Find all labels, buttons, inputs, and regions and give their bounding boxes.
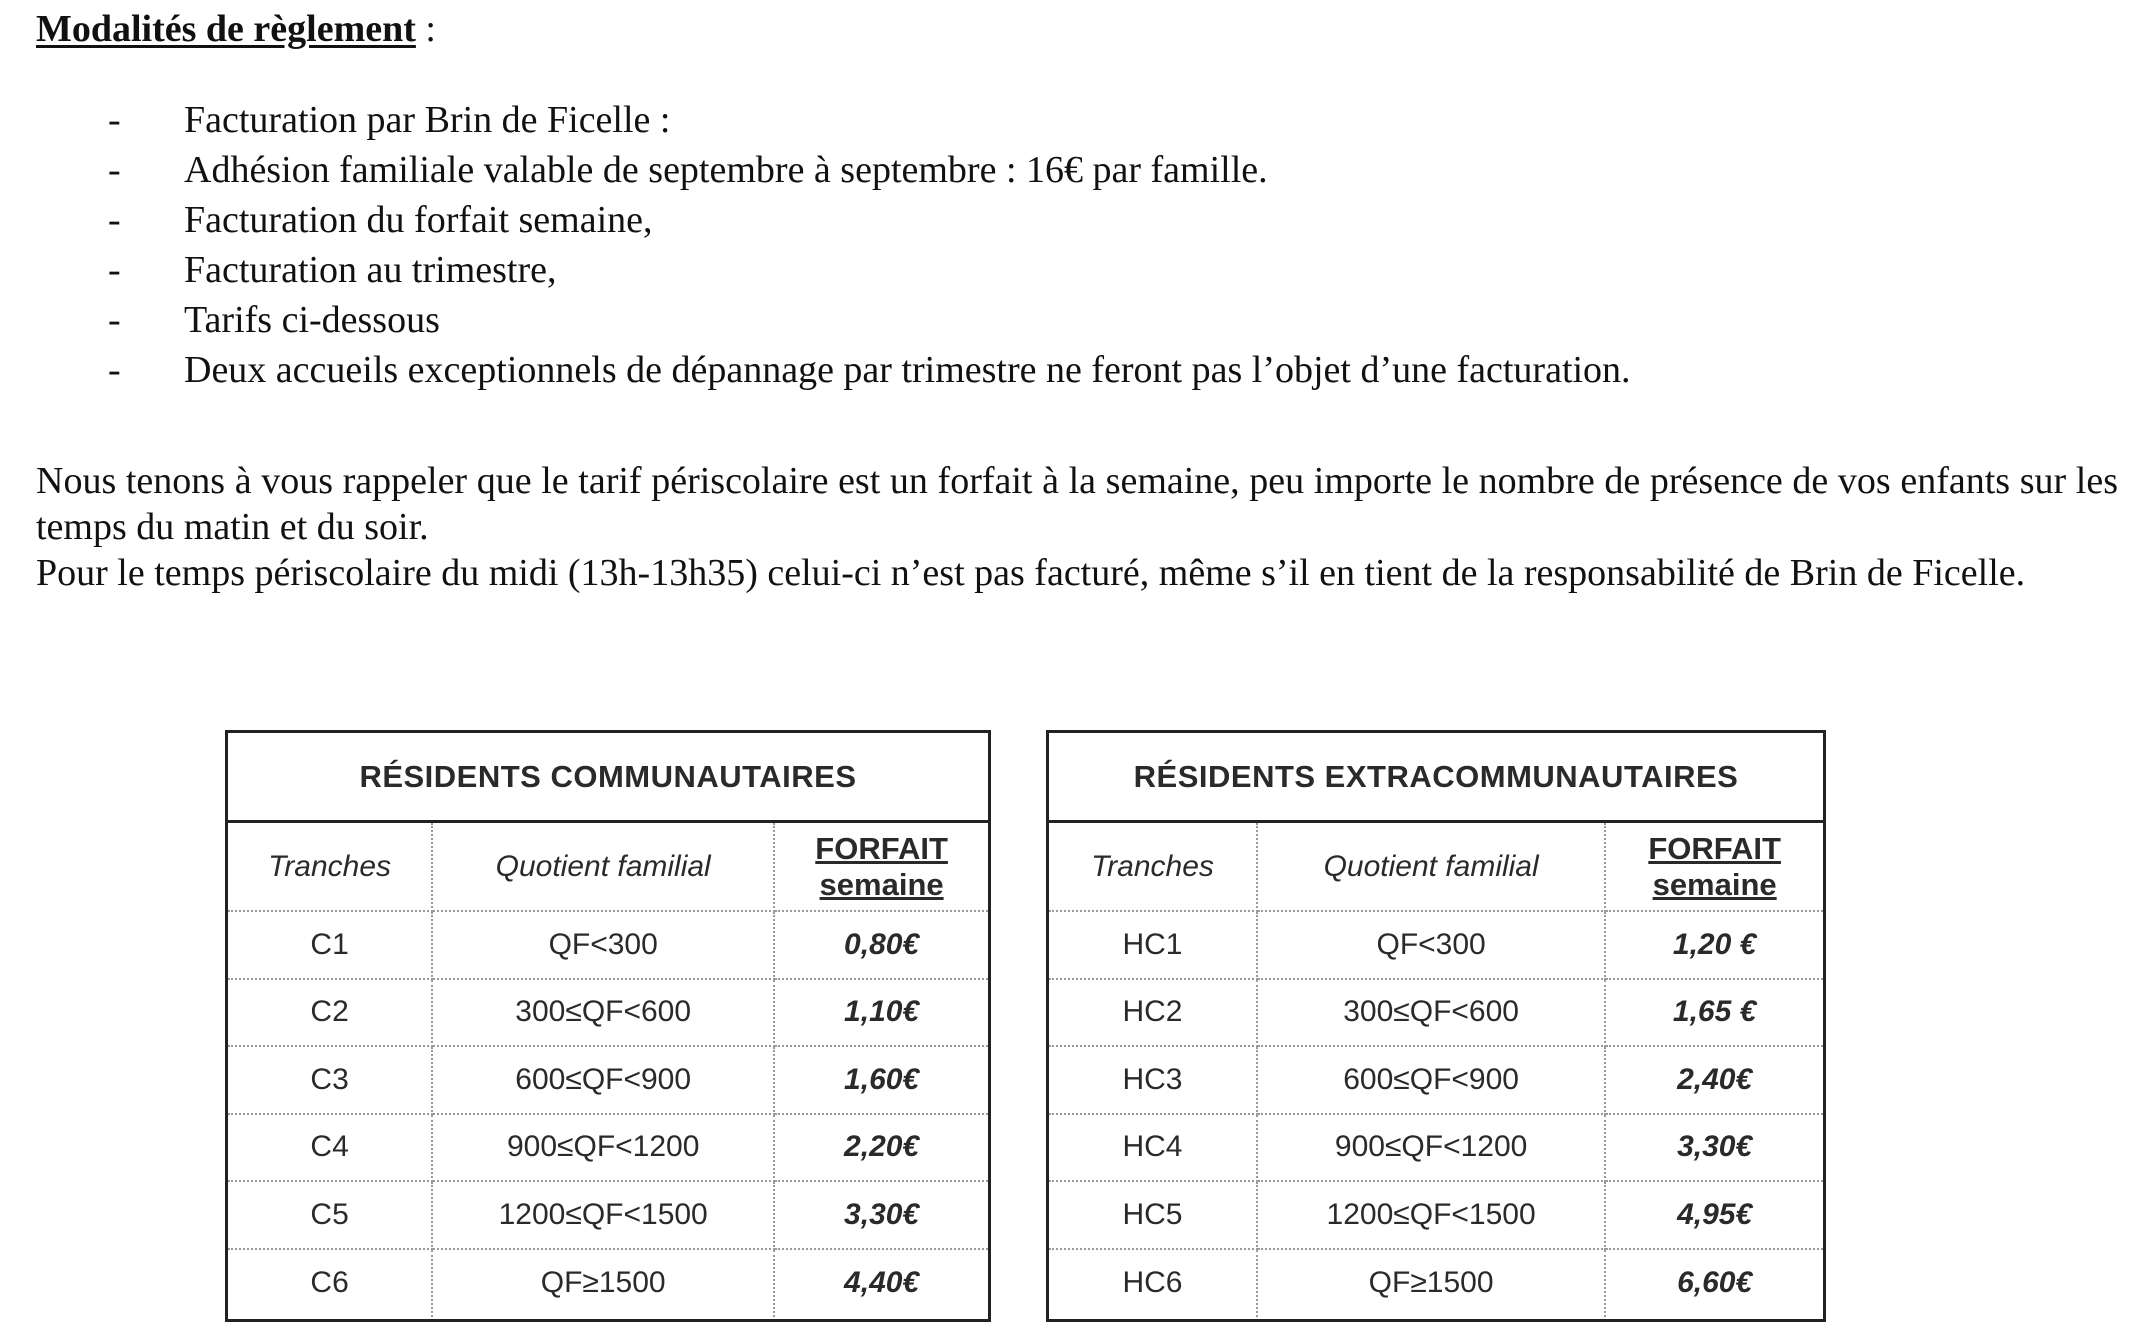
column-header-tranches: Tranches [228, 823, 433, 912]
cell-quotient: QF<300 [1258, 912, 1606, 980]
cell-forfait: 4,95€ [1606, 1182, 1823, 1250]
cell-forfait: 4,40€ [844, 1266, 920, 1300]
table-title: RÉSIDENTS COMMUNAUTAIRES [228, 733, 988, 823]
cell-quotient: QF<300 [433, 912, 775, 980]
table-grid [1049, 823, 1823, 1317]
list-dash: - [108, 299, 121, 341]
cell-tranche: C5 [228, 1182, 433, 1250]
cell-forfait: 3,30€ [775, 1182, 988, 1250]
paragraph-forfait-reminder: Nous tenons à vous rappeler que le tarif périscolaire est un forfait à la semaine, peu importe le nombre de présence de vos enfants sur les temps du matin et du soir. [36, 460, 2118, 548]
list-item-text: Deux accueils exceptionnels de dépannage par trimestre ne feront pas l’objet d’une facturation. [184, 349, 1631, 391]
cell-forfait: 1,20 € [1606, 912, 1823, 980]
cell-quotient: 600≤QF<900 [1258, 1047, 1606, 1115]
cell-forfait: 1,60€ [775, 1047, 988, 1115]
list-item [108, 145, 1631, 195]
list-dash: - [108, 349, 121, 391]
cell-forfait: 2,20€ [775, 1115, 988, 1183]
table-title: RÉSIDENTS EXTRACOMMUNAUTAIRES [1049, 733, 1823, 823]
section-title: Modalités de règlement [36, 8, 416, 50]
cell-forfait: 0,80€ [775, 912, 988, 980]
cell-tranche: C1 [228, 912, 433, 980]
semaine-label: semaine [1652, 866, 1777, 902]
list-item [108, 295, 1631, 345]
cell-tranche: HC5 [1049, 1182, 1258, 1250]
paragraph-midday-period: Pour le temps périscolaire du midi (13h-13h35) celui-ci n’est pas facturé, même s’il en tient de la responsabilité de Brin de Ficelle. [36, 552, 2026, 594]
cell-tranche: HC1 [1049, 912, 1258, 980]
list-item-text: Adhésion familiale valable de septembre à septembre : 16€ par famille. [184, 149, 1268, 191]
column-header-quotient: Quotient familial [433, 823, 775, 912]
table-residents-extracommunautaires [1046, 730, 1826, 1322]
list-dash: - [108, 99, 121, 141]
semaine-label: semaine [819, 866, 944, 902]
cell-tranche: C6 [228, 1250, 433, 1318]
cell-tranche: HC4 [1049, 1115, 1258, 1183]
cell-forfait: 3,30€ [1606, 1115, 1823, 1183]
cell-quotient: QF≥1500 [433, 1250, 775, 1318]
cell-tranche: HC3 [1049, 1047, 1258, 1115]
list-item [108, 95, 1631, 145]
list-dash: - [108, 199, 121, 241]
cell-tranche: C4 [228, 1115, 433, 1183]
forfait-label: FORFAIT [1648, 830, 1781, 866]
forfait-label: FORFAIT [815, 830, 948, 866]
cell-forfait: 2,40€ [1606, 1047, 1823, 1115]
section-title-suffix: : [415, 8, 436, 50]
cell-forfait: 6,60€ [1677, 1266, 1753, 1300]
cell-quotient: QF≥1500 [1258, 1250, 1606, 1318]
list-item-text: Tarifs ci-dessous [184, 299, 440, 341]
cell-quotient: 900≤QF<1200 [1258, 1115, 1606, 1183]
column-header-quotient: Quotient familial [1258, 823, 1606, 912]
cell-tranche: HC2 [1049, 980, 1258, 1048]
cell-quotient: 1200≤QF<1500 [1258, 1182, 1606, 1250]
column-header-forfait [775, 823, 988, 912]
cell-quotient: 1200≤QF<1500 [433, 1182, 775, 1250]
cell-forfait: 1,10€ [775, 980, 988, 1048]
cell-tranche: C2 [228, 980, 433, 1048]
payment-terms-list [108, 95, 1631, 395]
list-item [108, 195, 1631, 245]
cell-tranche: HC6 [1049, 1250, 1258, 1318]
column-header-forfait [1606, 823, 1823, 912]
cell-quotient: 300≤QF<600 [1258, 980, 1606, 1048]
list-item [108, 345, 1631, 395]
cell-quotient: 600≤QF<900 [433, 1047, 775, 1115]
list-item-text: Facturation au trimestre, [184, 249, 557, 291]
table-grid [228, 823, 988, 1317]
list-dash: - [108, 249, 121, 291]
cell-tranche: C3 [228, 1047, 433, 1115]
cell-quotient: 900≤QF<1200 [433, 1115, 775, 1183]
cell-quotient: 300≤QF<600 [433, 980, 775, 1048]
table-residents-communautaires [225, 730, 991, 1322]
list-dash: - [108, 149, 121, 191]
list-item [108, 245, 1631, 295]
column-header-tranches: Tranches [1049, 823, 1258, 912]
list-item-text: Facturation du forfait semaine, [184, 199, 653, 241]
cell-forfait: 1,65 € [1606, 980, 1823, 1048]
list-item-text: Facturation par Brin de Ficelle : [184, 99, 671, 141]
section-heading [36, 4, 436, 54]
